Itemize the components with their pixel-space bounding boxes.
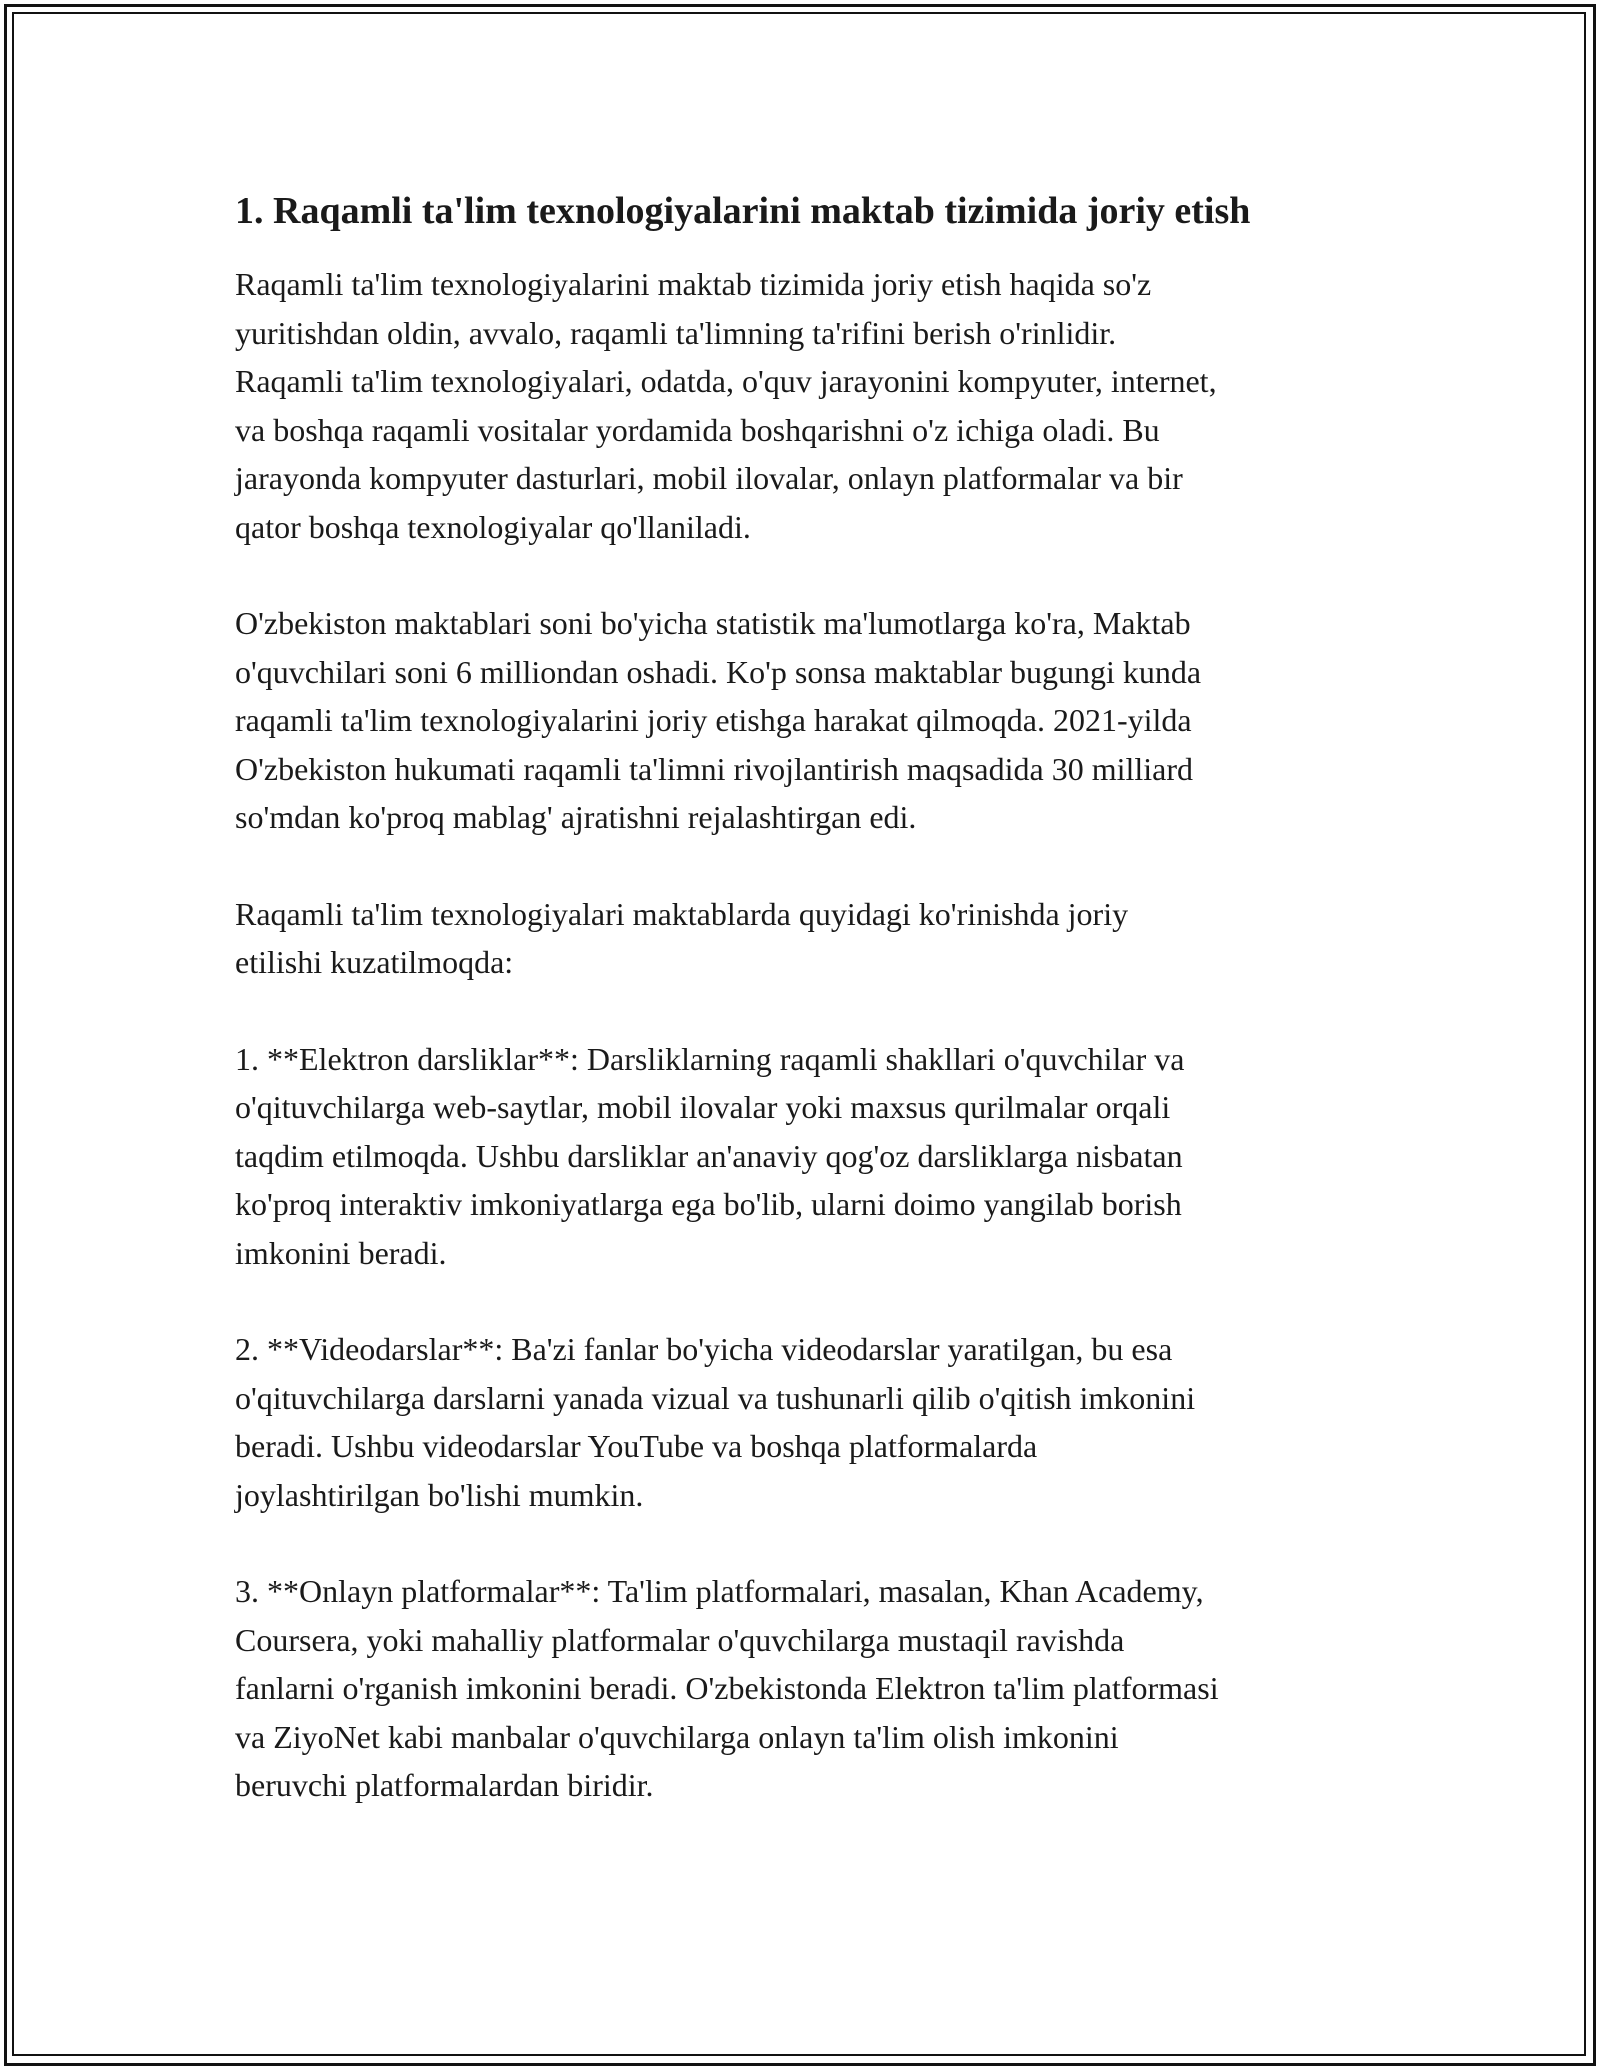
text-line: Coursera, yoki mahalliy platformalar o'quvchilarga mustaqil ravishda (235, 1621, 1125, 1658)
text-line: Raqamli ta'lim texnologiyalarini maktab tizimida joriy etish haqida so'z (235, 266, 1152, 302)
text-line: yuritishdan oldin, avvalo, raqamli ta'limning ta'rifini berish o'rinlidir. (235, 314, 1117, 351)
section-heading: 1. Raqamli ta'lim texnologiyalarini maktab tizimida joriy etish (235, 190, 1251, 232)
text-line: O'zbekiston hukumati raqamli ta'limni rivojlantirish maqsadida 30 milliard (235, 750, 1194, 787)
text-line: raqamli ta'lim texnologiyalarini joriy etishga harakat qilmoqda. 2021-yilda (235, 702, 1192, 738)
text-line: Raqamli ta'lim texnologiyalari, odatda, o'quv jarayonini kompyuter, internet, (235, 363, 1217, 399)
text-line: 2. **Videodarslar**: Ba'zi fanlar bo'yicha videodarslar yaratilgan, bu esa (235, 1331, 1173, 1367)
text-line: jarayonda kompyuter dasturlari, mobil ilovalar, onlayn platformalar va bir (235, 460, 1183, 496)
text-line: 1. **Elektron darsliklar**: Darsliklarning raqamli shakllari o'quvchilar va (235, 1040, 1185, 1077)
text-line: taqdim etilmoqda. Ushbu darsliklar an'anaviy qog'oz darsliklarga nisbatan (235, 1137, 1183, 1174)
text-line: ko'proq interaktiv imkoniyatlarga ega bo'lib, ularni doimo yangilab borish (235, 1186, 1182, 1222)
text-line: qator boshqa texnologiyalar qo'llaniladi. (235, 508, 751, 545)
text-line: etilishi kuzatilmoqda: (235, 944, 514, 980)
text-line: va boshqa raqamli vositalar yordamida boshqarishni o'z ichiga oladi. Bu (235, 411, 1160, 448)
list-item-video-lessons (235, 1325, 1375, 1519)
text-line: Raqamli ta'lim texnologiyalari maktablarda quyidagi ko'rinishda joriy (235, 895, 1129, 932)
text-line: beruvchi platformalardan biridir. (235, 1767, 654, 1803)
text-line: beradi. Ushbu videodarslar YouTube va boshqa platformalarda (235, 1428, 1038, 1464)
list-item-electronic-textbooks (235, 1035, 1375, 1278)
paragraph-intro (235, 260, 1375, 551)
text-line: joylashtirilgan bo'lishi mumkin. (235, 1476, 644, 1513)
text-line: 3. **Onlayn platformalar**: Ta'lim platformalari, masalan, Khan Academy, (235, 1573, 1204, 1609)
text-line: va ZiyoNet kabi manbalar o'quvchilarga onlayn ta'lim olish imkonini (235, 1718, 1119, 1755)
text-line: o'qituvchilarga web-saytlar, mobil ilovalar yoki maxsus qurilmalar orqali (235, 1089, 1171, 1125)
text-line: imkonini beradi. (235, 1234, 447, 1271)
text-line: o'qituvchilarga darslarni yanada vizual va tushunarli qilib o'qitish imkonini (235, 1379, 1196, 1416)
document-body (235, 186, 1375, 1858)
paragraph-list-intro (235, 890, 1375, 987)
text-line: fanlarni o'rganish imkonini beradi. O'zbekistonda Elektron ta'lim platformasi (235, 1670, 1219, 1706)
list-item-online-platforms (235, 1567, 1375, 1810)
text-line: O'zbekiston maktablari soni bo'yicha statistik ma'lumotlarga ko'ra, Maktab (235, 605, 1191, 641)
text-line: so'mdan ko'proq mablag' ajratishni rejalashtirgan edi. (235, 799, 917, 835)
paragraph-statistics (235, 599, 1375, 842)
text-line: o'quvchilari soni 6 milliondan oshadi. Ko'p sonsa maktablar bugungi kunda (235, 653, 1202, 690)
